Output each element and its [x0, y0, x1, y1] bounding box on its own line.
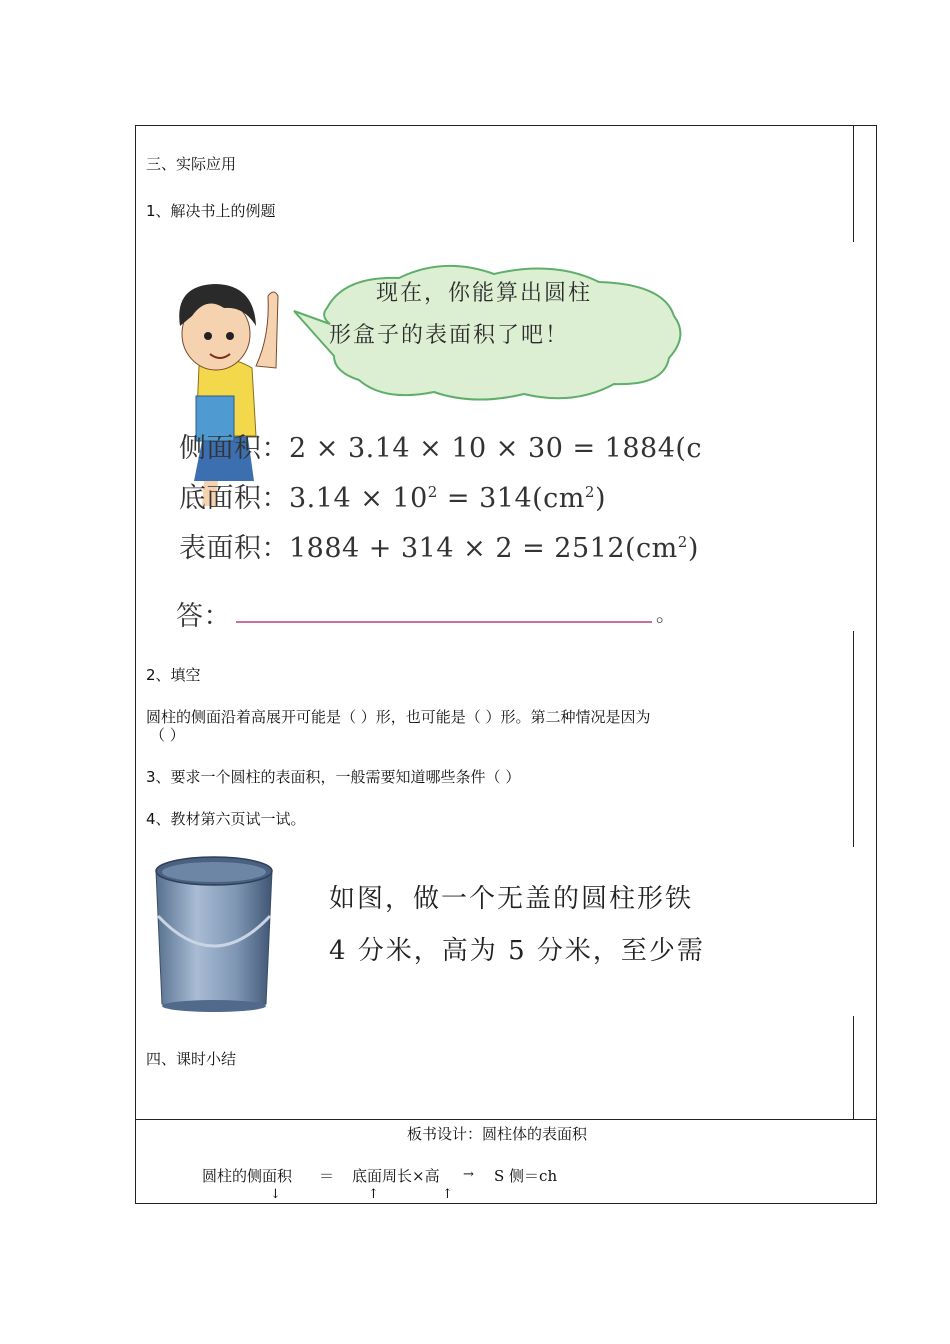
board-title: 板书设计：圆柱体的表面积 [407, 1125, 588, 1143]
section3-heading: 三、实际应用 [146, 155, 237, 173]
base-area-result: = 314(cm [437, 483, 585, 514]
formula-middle: 底面周长×高 [352, 1167, 440, 1185]
unit-exponent: 2 [677, 533, 688, 551]
paren-close: ) [594, 483, 606, 514]
fill-blank-line-2: （ ） [150, 726, 185, 744]
speech-line-1: 现在，你能算出圆柱 [376, 281, 593, 306]
lesson-table [135, 125, 877, 1204]
lateral-area-label: 侧面积： [179, 433, 289, 464]
paren-close: ) [687, 533, 699, 564]
arrow-down-icon: ↓ [270, 1187, 281, 1202]
surface-area-label: 表面积： [179, 533, 289, 564]
answer-period: 。 [656, 602, 677, 626]
surface-area-line [179, 526, 699, 565]
arrow-up-icon: ↑ [368, 1187, 379, 1202]
formula-equals: ＝ [319, 1167, 335, 1185]
row-divider [136, 1119, 876, 1120]
column-divider [853, 126, 854, 242]
speech-line-2: 形盒子的表面积了吧！ [329, 323, 570, 348]
item2-label: 2、填空 [146, 666, 201, 684]
item1-label: 1、解决书上的例题 [146, 202, 276, 220]
surface-area-expr: 1884 + 314 × 2 = 2512(cm [289, 533, 678, 564]
base-area-label: 底面积： [179, 483, 289, 514]
column-divider [853, 1016, 854, 1119]
unit-exponent: 2 [584, 483, 595, 501]
formula-left: 圆柱的侧面积 [202, 1167, 293, 1185]
exercise-line-1: 如图，做一个无盖的圆柱形铁 [329, 884, 694, 914]
lateral-area-expr: 2 × 3.14 × 10 × 30 = 1884(c [289, 433, 703, 464]
answer-label: 答： [176, 601, 231, 632]
example-image [144, 256, 719, 636]
exponent: 2 [427, 483, 438, 501]
formula-right: S 侧＝ch [494, 1167, 558, 1185]
base-area-expr: 3.14 × 10 [289, 483, 428, 514]
boy-figure [179, 284, 278, 506]
section4-heading: 四、课时小结 [146, 1050, 237, 1068]
base-area-line [179, 476, 606, 515]
exercise-line-2: 4 分米，高为 5 分米，至少需 [329, 936, 705, 966]
item3-label: 3、要求一个圆柱的表面积，一般需要知道哪些条件（ ） [146, 768, 521, 786]
column-divider [853, 631, 854, 847]
fill-blank-line-1: 圆柱的侧面沿着高展开可能是（ ）形，也可能是（ ）形。第二种情况是因为 [146, 708, 651, 726]
arrow-up-icon: ↑ [442, 1187, 453, 1202]
exercise-image [144, 846, 719, 1016]
item4-label: 4、教材第六页试一试。 [146, 810, 306, 828]
arrow-right-icon: → [463, 1167, 474, 1182]
lateral-area-line [179, 426, 702, 465]
